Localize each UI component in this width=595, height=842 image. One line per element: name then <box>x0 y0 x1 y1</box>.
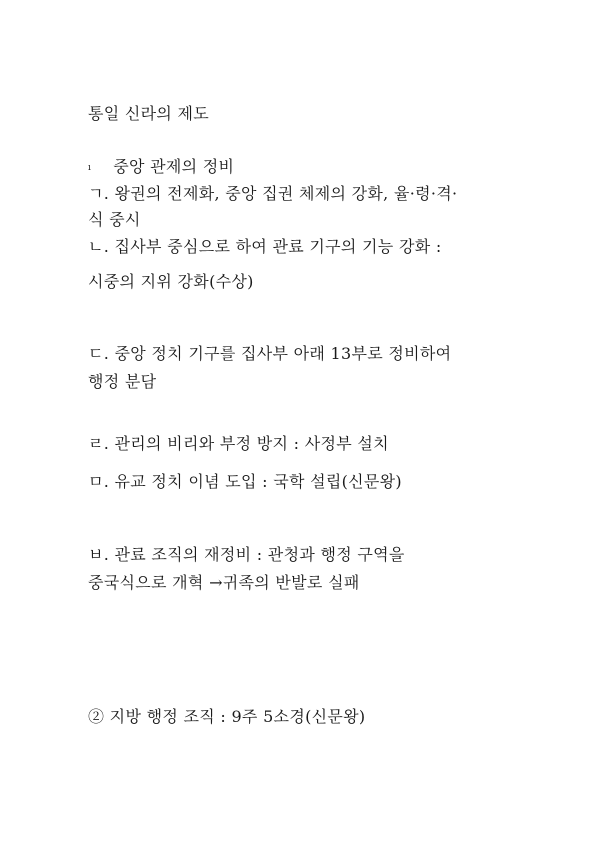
list-marker: ı <box>88 162 92 173</box>
item-a-line2: 식 중시 <box>88 210 141 229</box>
item-f-line1: ㅂ. 관료 조직의 재정비 : 관청과 행정 구역을 <box>88 545 405 564</box>
item-d: ㄹ. 관리의 비리와 부정 방지 : 사정부 설치 <box>88 434 389 453</box>
item-b-line1: ㄴ. 집사부 중심으로 하여 관료 기구의 기능 강화 : <box>88 237 442 256</box>
section-heading-local: ② 지방 행정 조직 : 9주 5소경(신문왕) <box>88 707 366 726</box>
item-a-line1: ㄱ. 왕권의 전제화, 중앙 집권 체제의 강화, 율·령·격· <box>88 184 458 203</box>
item-f-line2: 중국식으로 개혁 →귀족의 반발로 실패 <box>88 573 360 592</box>
item-e: ㅁ. 유교 정치 이념 도입 : 국학 설립(신문왕) <box>88 472 402 491</box>
item-c-line2: 행정 분담 <box>88 372 157 391</box>
section-heading-text: 중앙 관제의 정비 <box>113 157 235 176</box>
item-c-line1: ㄷ. 중앙 정치 기구를 집사부 아래 13부로 정비하여 <box>88 344 452 363</box>
section-heading-central <box>88 157 234 178</box>
page-title: 통일 신라의 제도 <box>88 104 210 123</box>
item-b-line2: 시중의 지위 강화(수상) <box>88 272 254 291</box>
